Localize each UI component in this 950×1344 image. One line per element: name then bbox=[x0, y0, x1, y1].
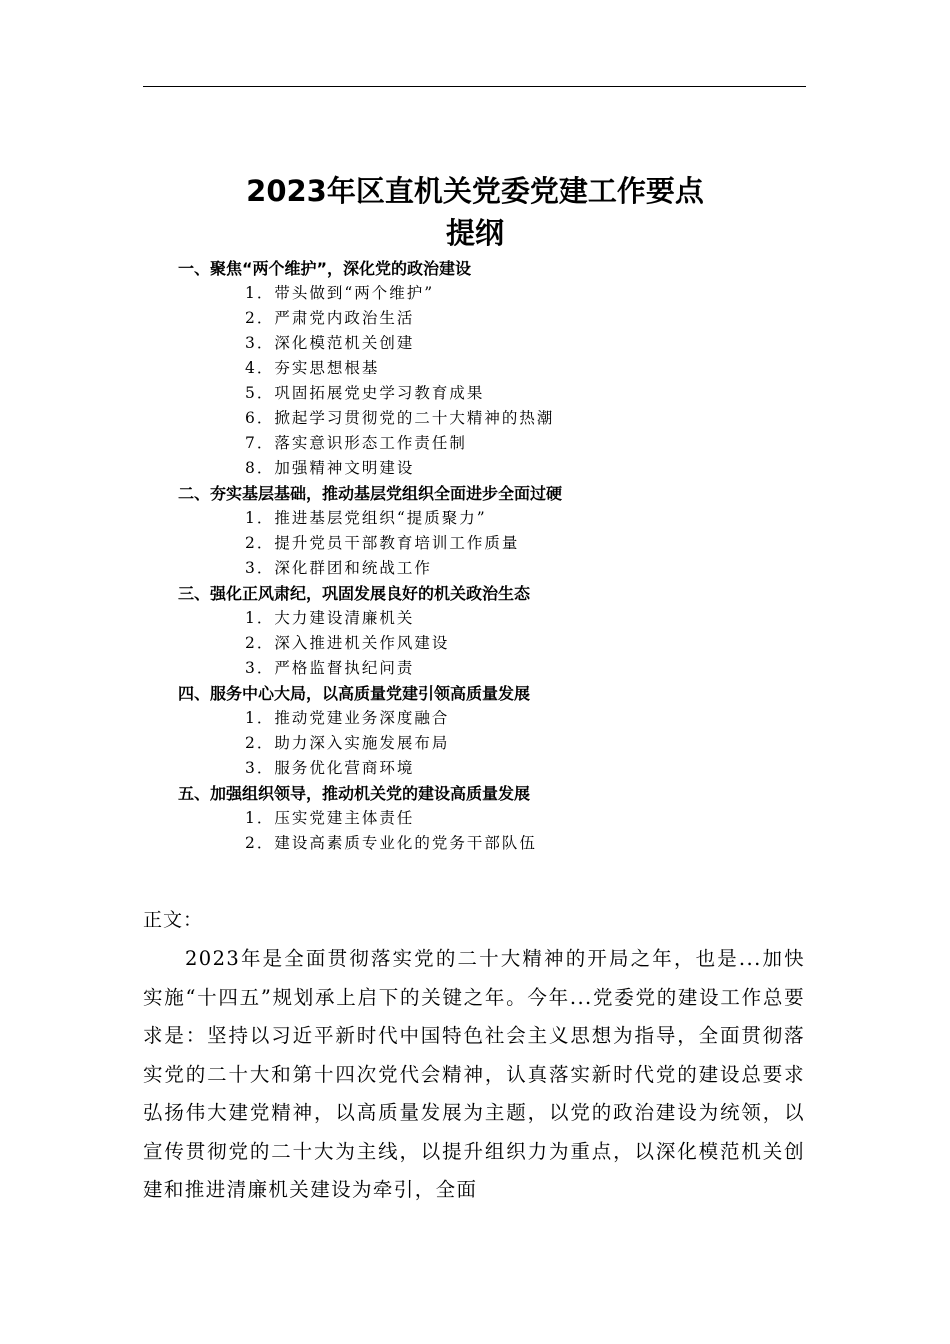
outline-section bbox=[0, 481, 950, 581]
outline-item: 2．严肃党内政治生活 bbox=[245, 309, 415, 327]
outline-item: 2．助力深入实施发展布局 bbox=[245, 734, 450, 752]
section-heading: 二、夯实基层基础，推动基层党组织全面进步全面过硬 bbox=[178, 484, 563, 503]
document-title: 2023年区直机关党委党建工作要点 bbox=[246, 174, 704, 208]
outline-item: 8．加强精神文明建设 bbox=[245, 459, 415, 477]
outline-item: 1．大力建设清廉机关 bbox=[245, 609, 415, 627]
outline-item: 7．落实意识形态工作责任制 bbox=[245, 434, 467, 452]
outline-item: 3．深化模范机关创建 bbox=[245, 334, 415, 352]
outline-item: 1．带头做到“两个维护” bbox=[245, 284, 435, 302]
section-heading: 四、服务中心大局，以高质量党建引领高质量发展 bbox=[178, 684, 531, 703]
section-items bbox=[0, 806, 950, 856]
outline-item: 2．提升党员干部教育培训工作质量 bbox=[245, 534, 520, 552]
section-heading: 三、强化正风肃纪，巩固发展良好的机关政治生态 bbox=[178, 584, 531, 603]
body-paragraph: 2023年是全面贯彻落实党的二十大精神的开局之年，也是...加快实施“十四五”规划承上启下的关键之年。今年...党委党的建设工作总要求是：坚持以习近平新时代中国特色社会主义思想为指导，全面贯彻落实党的二十大和第十四次党代会精神，认真落实新时代党的建设总要求弘扬伟大建党精神，以高质量发展为主题，以党的政治建设为统领，以宣传贯彻党的二十大为主线，以提升组织力为重点，以深化模范机关创建和推进清廉机关建设为牵引，全面 bbox=[143, 947, 805, 1201]
outline-item: 1．压实党建主体责任 bbox=[245, 809, 415, 827]
section-items bbox=[0, 281, 950, 481]
outline-item: 2．深入推进机关作风建设 bbox=[245, 634, 450, 652]
document-subtitle: 提纲 bbox=[445, 216, 504, 250]
outline-item: 1．推进基层党组织“提质聚力” bbox=[245, 509, 487, 527]
outline-item: 3．服务优化营商环境 bbox=[245, 759, 415, 777]
outline-item: 3．严格监督执纪问责 bbox=[245, 659, 415, 677]
outline-item: 2．建设高素质专业化的党务干部队伍 bbox=[245, 834, 537, 852]
outline bbox=[0, 256, 950, 856]
section-heading: 一、聚焦“两个维护”，深化党的政治建设 bbox=[178, 259, 472, 278]
section-items bbox=[0, 506, 950, 581]
section-items bbox=[0, 706, 950, 781]
outline-section bbox=[0, 581, 950, 681]
body-label: 正文： bbox=[143, 909, 204, 931]
outline-item: 6．掀起学习贯彻党的二十大精神的热潮 bbox=[245, 409, 555, 427]
outline-item: 5．巩固拓展党史学习教育成果 bbox=[245, 384, 485, 402]
header-rule bbox=[143, 86, 806, 87]
section-items bbox=[0, 606, 950, 681]
outline-item: 1．推动党建业务深度融合 bbox=[245, 709, 450, 727]
outline-section bbox=[0, 681, 950, 781]
outline-item: 4．夯实思想根基 bbox=[245, 359, 380, 377]
section-heading: 五、加强组织领导，推动机关党的建设高质量发展 bbox=[178, 784, 531, 803]
outline-section bbox=[0, 256, 950, 481]
outline-item: 3．深化群团和统战工作 bbox=[245, 559, 432, 577]
outline-section bbox=[0, 781, 950, 856]
